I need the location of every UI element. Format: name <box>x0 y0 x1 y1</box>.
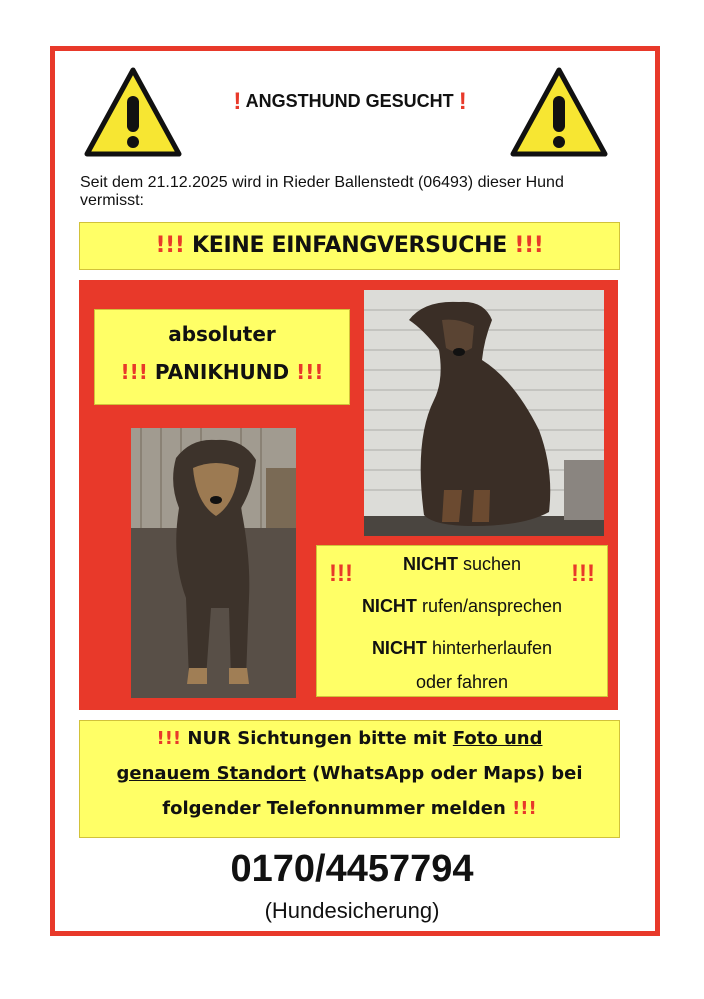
exclamation-marks: !!! <box>514 233 544 258</box>
poster-title <box>200 88 500 116</box>
report-line-3: folgender Telefonnummer melden !!! <box>162 798 537 819</box>
exclamation-marks: !!! <box>329 560 353 587</box>
exclamation-marks: !!! <box>155 233 185 258</box>
report-line-2: genauem Standort (WhatsApp oder Maps) bei <box>116 763 583 784</box>
do-not-item: NICHT suchen <box>402 554 522 574</box>
do-not-item: NICHT rufen/ansprechen <box>361 596 563 616</box>
exclamation-mark: ! <box>233 88 242 115</box>
exclamation-mark: ! <box>458 88 467 115</box>
do-not-item: oder fahren <box>415 672 509 692</box>
warning-triangle-icon <box>84 66 182 158</box>
do-not-item: NICHT hinterherlaufen <box>371 638 553 658</box>
dog-photo-sitting <box>364 290 604 536</box>
dog-photo-standing <box>131 428 296 698</box>
panic-line-2 <box>95 360 349 384</box>
panic-line-1: absoluter <box>168 322 276 346</box>
exclamation-marks: !!! <box>571 560 595 587</box>
title-text: ANGSTHUND GESUCHT <box>245 91 454 111</box>
phone-number: 0170/4457794 <box>230 848 474 890</box>
exclamation-marks: !!! <box>296 360 324 384</box>
phone-label: (Hundesicherung) <box>264 898 440 923</box>
warning-triangle-icon <box>510 66 608 158</box>
missing-since-text: Seit dem 21.12.2025 wird in Rieder Ballenstedt (06493) dieser Hund vermisst: <box>80 174 564 209</box>
report-sightings-box <box>79 720 620 838</box>
panic-dog-box <box>94 309 350 405</box>
report-line-1: !!! NUR Sichtungen bitte mit Foto und <box>156 728 543 749</box>
no-capture-banner <box>79 222 620 270</box>
exclamation-marks: !!! <box>120 360 148 384</box>
panic-text: PANIKHUND <box>154 360 290 384</box>
no-capture-text: KEINE EINFANGVERSUCHE <box>192 233 507 258</box>
do-not-box <box>316 545 608 697</box>
